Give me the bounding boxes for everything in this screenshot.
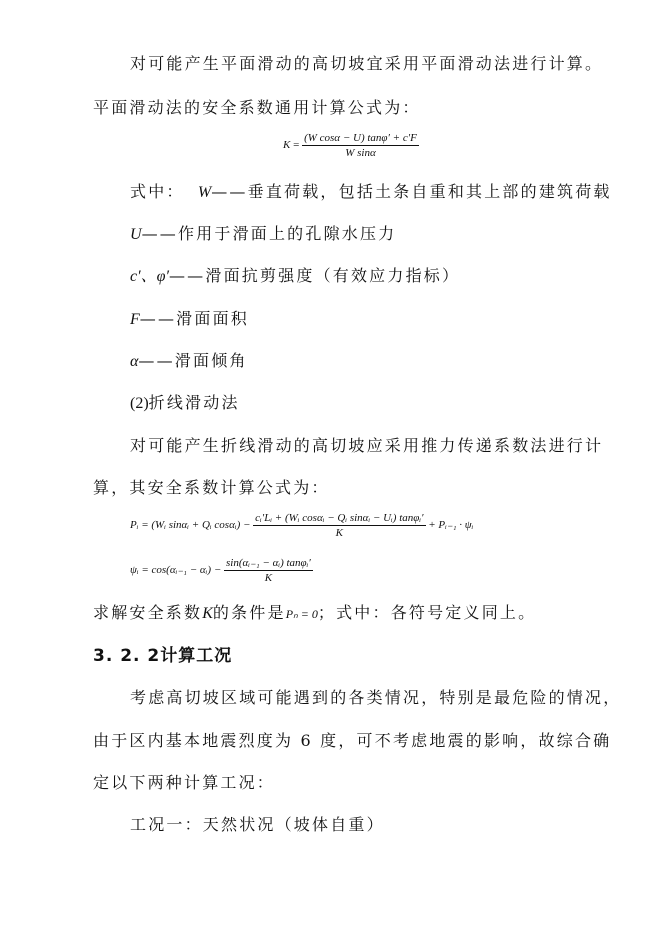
formula-transfer-coefficient bbox=[130, 556, 313, 585]
case-1: 工况一：天然状况（坡体自重） bbox=[130, 815, 385, 834]
section-2-label: (2) bbox=[130, 395, 149, 412]
section-2-title: 折线滑动法 bbox=[148, 393, 240, 412]
definition-u-symbol: U bbox=[130, 226, 142, 243]
formula-p-numerator: cᵢ′Lᵢ + (Wᵢ cosαᵢ − Qᵢ sinαᵢ − Uᵢ) tanφᵢ′ bbox=[255, 512, 424, 524]
formula-p-lhs: Pᵢ = (Wᵢ sinαᵢ + Qᵢ cosαᵢ) − bbox=[130, 519, 251, 532]
formula-k-numerator: (W cosα − U) tanφ′ + c′F bbox=[304, 132, 417, 144]
formula-k-equals: = bbox=[293, 139, 300, 152]
condition-prefix: 求解安全系数 bbox=[93, 603, 203, 622]
definition-f-text: ——滑面面积 bbox=[139, 309, 249, 328]
definition-a-symbol: α bbox=[130, 353, 139, 370]
definition-c-text: ——滑面抗剪强度（有效应力指标） bbox=[168, 266, 461, 285]
formula-psi-numerator: sin(αᵢ₋₁ − αᵢ) tanφᵢ′ bbox=[226, 557, 311, 569]
formula-k-lhs: K bbox=[283, 139, 291, 152]
definition-w-symbol: W bbox=[197, 184, 212, 201]
formula-psi-fraction bbox=[224, 556, 313, 585]
formula-psi-denominator: K bbox=[264, 572, 273, 584]
condition-middle: 的条件是 bbox=[212, 603, 286, 622]
definition-u bbox=[130, 224, 396, 245]
definition-w bbox=[130, 182, 612, 203]
condition-pn: Pₙ = 0 bbox=[285, 607, 318, 621]
definition-w-text: ——垂直荷载，包括土条自重和其上部的建筑荷载 bbox=[211, 182, 612, 201]
paragraph-3-line-2: 由于区内基本地震烈度为 6 度，可不考虑地震的影响，故综合确 bbox=[93, 731, 612, 750]
condition-suffix: ；式中：各符号定义同上。 bbox=[317, 603, 537, 622]
formula-thrust bbox=[130, 511, 473, 540]
definition-f bbox=[130, 309, 249, 330]
formula-k-denominator: W sinα bbox=[345, 147, 376, 159]
definition-intro: 式中： bbox=[130, 182, 185, 201]
definition-u-text: ——作用于滑面上的孔隙水压力 bbox=[141, 224, 397, 243]
formula-p-rhs: + Pᵢ₋₁ · ψᵢ bbox=[428, 519, 474, 532]
section-3-2-2-heading bbox=[93, 646, 232, 666]
paragraph-2-line-2: 算，其安全系数计算公式为： bbox=[93, 478, 330, 497]
definition-f-symbol: F bbox=[130, 311, 140, 328]
definition-alpha bbox=[130, 351, 248, 372]
paragraph-1-line-1: 对可能产生平面滑动的高切坡宜采用平面滑动法进行计算。 bbox=[130, 54, 604, 73]
paragraph-3-line-1: 考虑高切坡区域可能遇到的各类情况，特别是最危险的情况， bbox=[130, 688, 622, 707]
definition-c-symbol: c′、φ′ bbox=[130, 268, 169, 285]
condition-k: K bbox=[202, 605, 213, 622]
condition-line bbox=[93, 603, 536, 624]
heading-number: 3. 2. 2 bbox=[93, 646, 161, 666]
heading-title: 计算工况 bbox=[160, 646, 233, 666]
definition-c-phi bbox=[130, 266, 460, 287]
paragraph-1-line-2: 平面滑动法的安全系数通用计算公式为： bbox=[93, 98, 421, 117]
formula-k-fraction bbox=[302, 131, 419, 160]
section-2-heading bbox=[130, 393, 240, 414]
formula-psi-lhs: ψᵢ = cos(αᵢ₋₁ − αᵢ) − bbox=[130, 564, 222, 577]
formula-p-denominator: K bbox=[335, 527, 343, 539]
formula-p-fraction bbox=[253, 511, 425, 540]
paragraph-3-line-3: 定以下两种计算工况： bbox=[93, 773, 276, 792]
definition-a-text: ——滑面倾角 bbox=[138, 351, 248, 370]
formula-safety-factor bbox=[283, 131, 419, 160]
paragraph-2-line-1: 对可能产生折线滑动的高切坡应采用推力传递系数法进行计 bbox=[130, 436, 604, 455]
